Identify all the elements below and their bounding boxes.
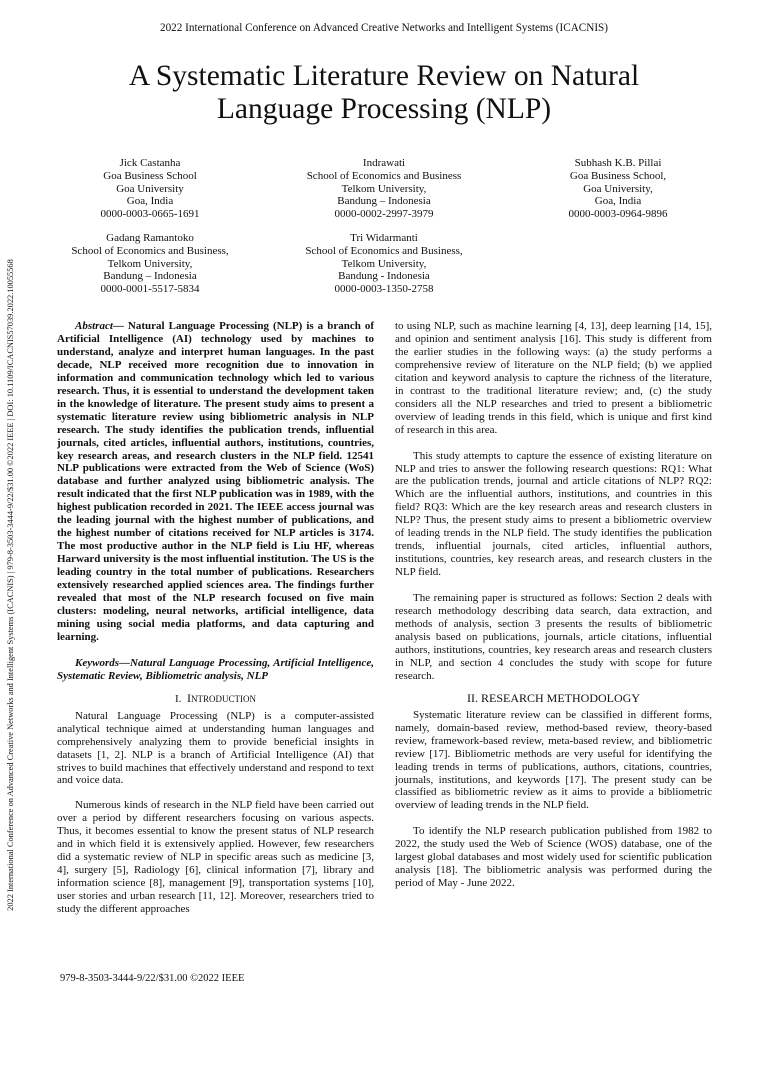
author-name: Jick Castanha (119, 157, 181, 169)
author-name: Tri Widarmanti (350, 232, 418, 244)
abstract-text: Natural Language Processing (NLP) is a branch of Artificial Intelligence (AI) technology used by machines to understand, analyze and interpret human languages. In the past decade, NLP received more recognition due to innovation in information and communication technology which led to various research. Thus, it is essential to understand the development taken in the knowledge of literature. The present study aims to present a systematic literature review using bibliometric analysis in NLP research. The study identifies the publication trends, influential journals, cited articles, influential authors, institutions, countries, key research areas, and research clusters in the NLP field. 12541 NLP publications were extracted from the Web of Science (WoS) database and further analyzed using bibliometric analysis. The result indicated that the first NLP publication was in 1989, with the highest publication recorded in 2021. The IEEE access journal was the leading journal with the highest number of publications, and the highest number of citations received for NLP articles is 3174. The most productive author in the NLP field is Liu HF, whereas Harward university is the most influential institution. The US is the leading country in the total number of publications. Researchers extensively researched applied sciences area. The findings further revealed that most of the NLP research focused on five main clusters: modeling, neural networks, artificial intelligence, data mining using social media platforms, and data capturing and learning. (57, 320, 374, 643)
abstract (57, 320, 374, 644)
side-doi-banner: 2022 International Conference on Advanced Creative Networks and Intelligent Systems (ICACNIS) | 979-8-3503-3444-9/22/$31.00 ©2022 IEEE | DOI: 10.1109/ICACNIS57039.2022.10055568 (6, 259, 15, 911)
author-block-2 (269, 157, 499, 221)
author-affiliation: Goa University, (583, 182, 653, 195)
section-1-title-rest: NTRODUCTION (190, 693, 256, 704)
paper-title (60, 60, 708, 126)
author-orcid: 0000-0002-2997-3979 (334, 208, 434, 221)
author-affiliation: School of Economics and Business (306, 169, 462, 182)
author-orcid: 0000-0003-0665-1691 (100, 208, 200, 221)
section-1-heading (57, 692, 374, 706)
author-name: Indrawati (362, 157, 406, 169)
title-line-2: Language Processing (NLP) (216, 93, 552, 125)
author-affiliation: Telkom University, (341, 182, 427, 195)
author-affiliation: Goa University (116, 182, 184, 195)
author-location: Bandung - Indonesia (338, 270, 430, 283)
conference-header: 2022 International Conference on Advanced Creative Networks and Intelligent Systems (ICACNIS) (159, 22, 608, 34)
author-orcid: 0000-0001-5517-5834 (100, 283, 200, 296)
section-1-title-initial: I (186, 690, 191, 705)
method-paragraph-1: Systematic literature review can be classified in different forms, namely, domain-based review, method-based review, theory-based review, framework-based review, meta-based review, and bibliometric review [17]. Bibliometric methods are very useful for identifying the leading trends in terms of publications, authors, citations, countries, journals, institutions, and keywords [17]. The present study can be classified as bibliometric review as it aims to provide a bibliometric overview of leading trends in the NLP field. (395, 708, 712, 812)
intro-paragraph-1: Natural Language Processing (NLP) is a computer-assisted analytical technique aimed at understanding human languages and comprehensively analyzing them to provide beneficial insights in datasets [1, 2]. NLP is a branch of Artificial Intelligence (AI) that strives to build machines that effectively understand and respond to text and voice data. (57, 709, 374, 787)
title-line-1: A Systematic Literature Review on Natural (128, 60, 640, 92)
author-affiliation: Telkom University, (107, 257, 193, 270)
author-name: Gadang Ramantoko (106, 232, 194, 244)
author-affiliation: Goa Business School, (569, 169, 667, 182)
author-location: Goa, India (126, 195, 174, 208)
keywords-label: Keywords— (75, 656, 130, 669)
author-affiliation: School of Economics and Business, (71, 244, 229, 257)
footer-copyright: 979-8-3503-3444-9/22/$31.00 ©2022 IEEE (60, 973, 245, 984)
author-block-5 (269, 232, 499, 296)
left-column (57, 320, 374, 916)
section-2-heading: II. RESEARCH METHODOLOGY (467, 690, 640, 705)
body-paragraph-structure: The remaining paper is structured as follows: Section 2 deals with research methodology describing data search, data extraction, and methods of analysis, section 3 presents the results of bibliometric analysis based on publications, journals, article citations, influential authors, institutions, countries, key research areas and research clusters in NLP, and section 4 concludes the study with scope for future research. (395, 592, 712, 682)
author-block-1 (35, 157, 265, 221)
author-name: Subhash K.B. Pillai (574, 157, 662, 169)
author-orcid: 0000-0003-1350-2758 (334, 283, 434, 296)
author-location: Goa, India (594, 195, 642, 208)
method-paragraph-2: To identify the NLP research publication published from 1982 to 2022, the study used the Web of Science (WOS) database, one of the largest global databases and most widely used for scientific publication analysis [18]. The bibliometric analysis was performed during the period of May - June 2022. (395, 825, 712, 890)
body-paragraph-continued: to using NLP, such as machine learning [4, 13], deep learning [14, 15], and opinion and sentiment analysis [16]. This study is different from the earlier studies in the following ways: (a) the study performs a comprehensive review of literature on the NLP field; (b) we applied citation and keyword analysis to capture the richness of the literature, in contrast to the traditional literature review; and, (c) the study considers all the NLP researches and tried to present a bibliometric overview of leading trends in this field, which is unique and first kind of research in this area. (395, 320, 712, 436)
author-affiliation: Telkom University, (341, 257, 427, 270)
author-orcid: 0000-0003-0964-9896 (568, 208, 668, 221)
right-column (395, 320, 712, 890)
author-block-4 (35, 232, 265, 296)
body-paragraph-research-questions: This study attempts to capture the essence of existing literature on NLP and tries to answer the following research questions: RQ1: What are the publication trends, journal and article citations of NLP? RQ2: Which are the influential authors, institutions, and countries in this field? RQ3: Which are the key research areas and research clusters in NLP? Thus, the present study aims to present a bibliometric overview of leading trends in the NLP field. The study identifies the publication trends, influential journals, cited articles, influential authors, institutions, countries, key research areas, and research clusters in the NLP field. (395, 449, 712, 579)
author-block-3 (503, 157, 733, 221)
author-location: Bandung – Indonesia (337, 195, 431, 208)
abstract-label: Abstract— (75, 320, 124, 332)
intro-paragraph-2: Numerous kinds of research in the NLP field have been carried out over a period by different researchers focusing on various aspects. Thus, it becomes essential to know the present status of NLP research and in which field it is extensively applied. However, few researchers did a systematic review of NLP in specific areas such as medicine [3, 4], surgery [5], Radiology [6], clinical information [7], library and information science [8], management [9], transportation systems [10], user stories and urban research [11, 12]. Moreover, researchers tried to study the different approaches (57, 799, 374, 916)
author-affiliation: Goa Business School (103, 169, 197, 182)
author-affiliation: School of Economics and Business, (305, 244, 463, 257)
keywords (57, 657, 374, 683)
keywords-text: Natural Language Processing, Artificial Intelligence, Systematic Review, Bibliometric analysis, NLP (57, 656, 374, 682)
author-location: Bandung – Indonesia (103, 270, 197, 283)
section-1-number: I. (175, 692, 182, 705)
